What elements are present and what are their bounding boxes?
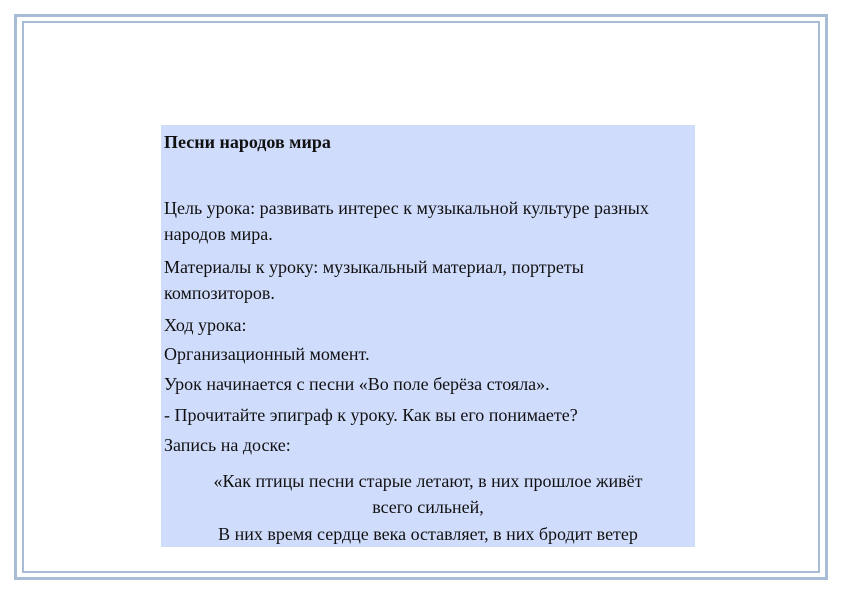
epigraph-question: - Прочитайте эпиграф к уроку. Как вы его понимаете? — [164, 405, 578, 425]
quote-line-3: В них время сердце века оставляет, в них бродит ветер — [218, 524, 638, 544]
lesson-materials: Материалы к уроку: музыкальный материал, портреты композиторов. — [164, 257, 584, 303]
quote-line-2: всего сильней, — [372, 497, 484, 517]
quote-line-1: «Как птицы песни старые летают, в них прошлое живёт — [213, 471, 643, 491]
lesson-goal: Цель урока: развивать интерес к музыкальной культуре разных народов мира. — [164, 198, 649, 244]
organizational-moment: Организационный момент. — [164, 344, 370, 364]
lesson-text-box — [161, 125, 695, 547]
lesson-title: Песни народов мира — [164, 132, 331, 152]
board-note-heading: Запись на доске: — [164, 435, 291, 455]
lesson-progress-heading: Ход урока: — [164, 315, 247, 335]
lesson-opening-song: Урок начинается с песни «Во поле берёза стояла». — [164, 374, 550, 394]
